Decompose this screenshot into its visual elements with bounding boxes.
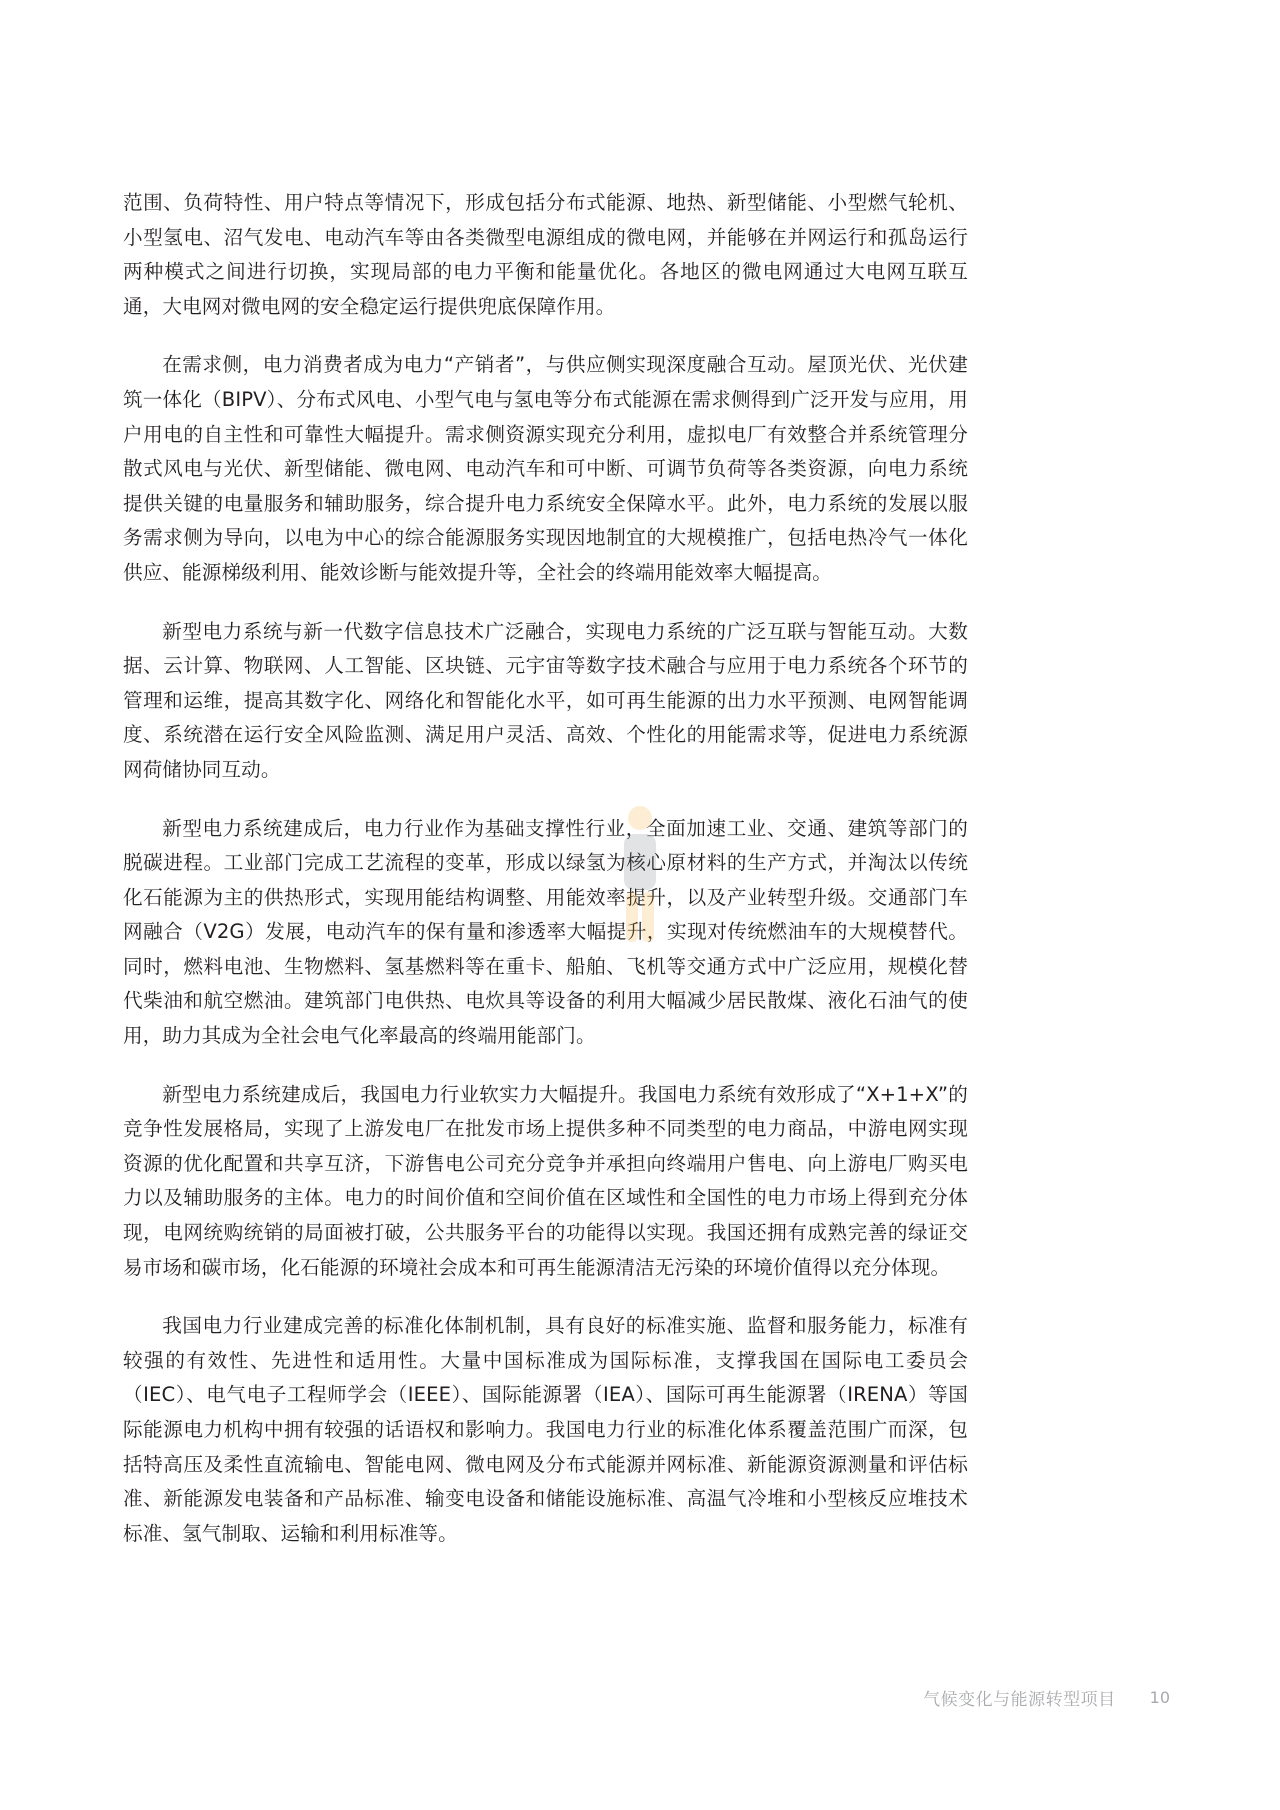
page-footer [923,1685,1170,1710]
paragraph-demand-side: 在需求侧，电力消费者成为电力“产销者”，与供应侧实现深度融合互动。屋顶光伏、光伏建筑一体化（BIPV）、分布式风电、小型气电与氢电等分布式能源在需求侧得到广泛开发与应用，用户用电的自主性和可靠性大幅提升。需求侧资源实现充分利用，虚拟电厂有效整合并系统管理分散式风电与光伏、新型储能、微电网、电动汽车和可中断、可调节负荷等各类资源，向电力系统提供关键的电量服务和辅助服务，综合提升电力系统安全保障水平。此外，电力系统的发展以服务需求侧为导向，以电为中心的综合能源服务实现因地制宜的大规模推广，包括电热冷气一体化供应、能源梯级利用、能效诊断与能效提升等，全社会的终端用能效率大幅提高。 [123,353,968,584]
paragraph-standardization: 我国电力行业建成完善的标准化体制机制，具有良好的标准实施、监督和服务能力，标准有较强的有效性、先进性和适用性。大量中国标准成为国际标准，支撑我国在国际电工委员会（IEC）、电气电子工程师学会（IEEE）、国际能源署（IEA）、国际可再生能源署（IRENA）等国际能源电力机构中拥有较强的话语权和影响力。我国电力行业的标准化体系覆盖范围广而深，包括特高压及柔性直流输电、智能电网、微电网及分布式能源并网标准、新能源资源测量和评估标准、新能源发电装备和产品标准、输变电设备和储能设施标准、高温气冷堆和小型核反应堆技术标准、氢气制取、运输和利用标准等。 [123,1314,968,1545]
footer-project-title: 气候变化与能源转型项目 [923,1690,1116,1710]
paragraph-soft-power: 新型电力系统建成后，我国电力行业软实力大幅提升。我国电力系统有效形成了“X+1+X”的竞争性发展格局，实现了上游发电厂在批发市场上提供多种不同类型的电力商品，中游电网实现资源的优化配置和共享互济，下游售电公司充分竞争并承担向终端用户售电、向上游电厂购买电力以及辅助服务的主体。电力的时间价值和空间价值在区域性和全国性的电力市场上得到充分体现，电网统购统销的局面被打破，公共服务平台的功能得以实现。我国还拥有成熟完善的绿证交易市场和碳市场，化石能源的环境社会成本和可再生能源清洁无污染的环境价值得以充分体现。 [123,1082,968,1279]
paragraph-continuation: 范围、负荷特性、用户特点等情况下，形成包括分布式能源、地热、新型储能、小型燃气轮机、小型氢电、沼气发电、电动汽车等由各类微型电源组成的微电网，并能够在并网运行和孤岛运行两种模式之间进行切换，实现局部的电力平衡和能量优化。各地区的微电网通过大电网互联互通，大电网对微电网的安全稳定运行提供兜底保障作用。 [123,191,968,318]
paragraph-decarbonization: 新型电力系统建成后，电力行业作为基础支撑性行业，全面加速工业、交通、建筑等部门的脱碳进程。工业部门完成工艺流程的变革，形成以绿氢为核心原材料的生产方式，并淘汰以传统化石能源为主的供热形式，实现用能结构调整、用能效率提升，以及产业转型升级。交通部门车网融合（V2G）发展，电动汽车的保有量和渗透率大幅提升，实现对传统燃油车的大规模替代。同时，燃料电池、生物燃料、氢基燃料等在重卡、船舶、飞机等交通方式中广泛应用，规模化替代柴油和航空燃油。建筑部门电供热、电炊具等设备的利用大幅减少居民散煤、液化石油气的使用，助力其成为全社会电气化率最高的终端用能部门。 [123,816,968,1048]
page-number: 10 [1149,1688,1170,1707]
body-text [123,186,968,1575]
paragraph-digital-integration: 新型电力系统与新一代数字信息技术广泛融合，实现电力系统的广泛互联与智能互动。大数据、云计算、物联网、人工智能、区块链、元宇宙等数字技术融合与应用于电力系统各个环节的管理和运维，提高其数字化、网络化和智能化水平，如可再生能源的出力水平预测、电网智能调度、系统潜在运行安全风险监测、满足用户灵活、高效、个性化的用能需求等，促进电力系统源网荷储协同互动。 [123,619,968,781]
watermark-figure-icon [600,800,680,960]
